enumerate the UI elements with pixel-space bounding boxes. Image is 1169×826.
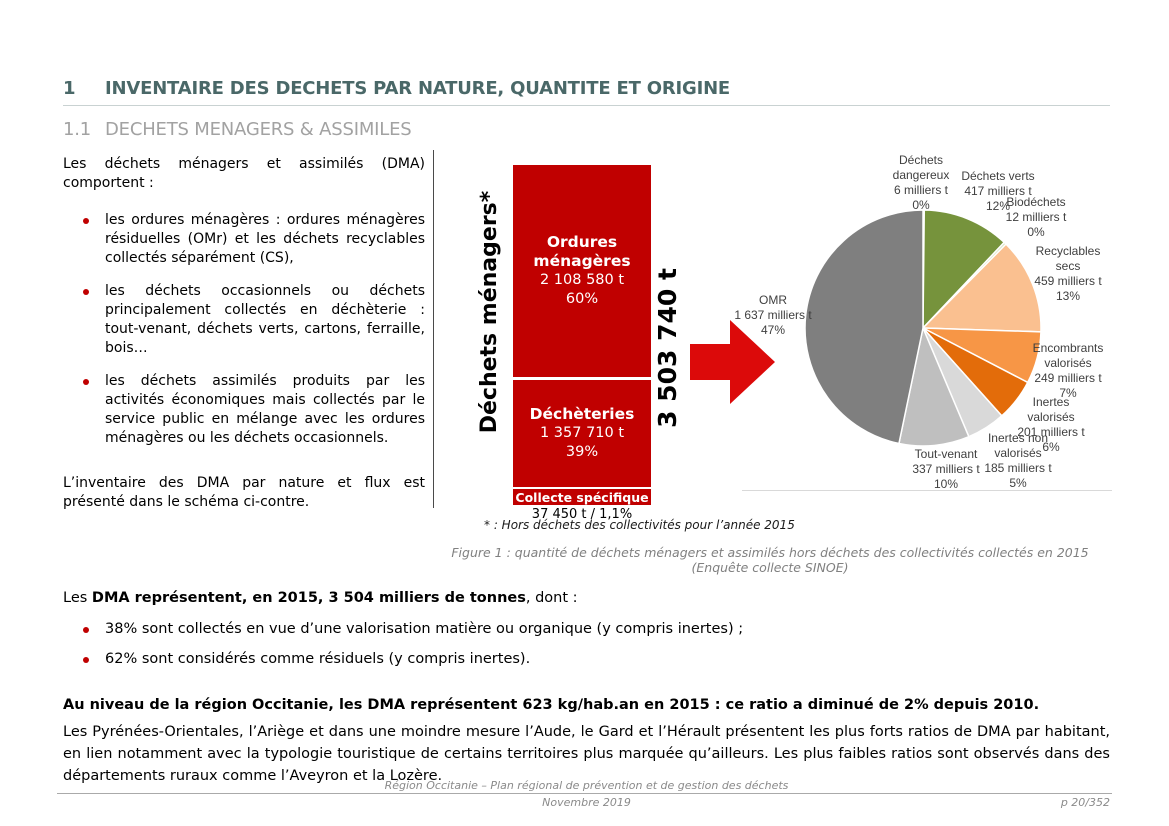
intro-text-column — [63, 155, 425, 512]
intro-bullet-2 — [63, 282, 425, 358]
intro-bullet-1-text: les ordures ménagères : ordures ménagères résiduelles (OMr) et les déchets recyclables collectés séparément (CS), — [105, 212, 425, 266]
bar-total-label: 3 503 740 t — [653, 268, 682, 428]
intro-bullet-3 — [63, 372, 425, 448]
subsection-heading — [63, 119, 1110, 140]
pie-label-encombrants-valorises: Encombrants valorisés 249 milliers t 7% — [1032, 341, 1104, 400]
intro-bullet-list — [63, 211, 425, 448]
summary-lead-suffix: , dont : — [525, 590, 578, 606]
bar-segment-collecte-specifique: Collecte spécifique — [513, 489, 651, 505]
pie-label-tout-venant: Tout-venant 337 milliers t 10% — [912, 447, 980, 491]
bar-segment-ordures-menageres — [513, 165, 651, 377]
column-divider-line — [433, 150, 434, 508]
collecte-specifique-value: 37 450 t / 1,1% — [531, 507, 633, 522]
bullet-dot-icon — [83, 657, 89, 663]
pie-label-inertes-valorises: Inertes valorisés 201 milliers t 6% — [1017, 395, 1085, 454]
intro-outro: L’inventaire des DMA par nature et flux est présenté dans le schéma ci-contre. — [63, 475, 425, 510]
pie-label-dechets-dangereux: Déchets dangereux 6 milliers t 0% — [892, 153, 950, 212]
pie-label-inertes-non-valorises: Inertes non valorisés 185 milliers t 5% — [984, 431, 1052, 490]
segment-percent: 39% — [565, 444, 599, 460]
section-number: 1 — [63, 78, 76, 99]
summary-lead — [63, 590, 1110, 606]
summary-lead-prefix: Les — [63, 590, 92, 606]
intro-lead: Les déchets ménagers et assimilés (DMA) comportent : — [63, 156, 425, 191]
summary-lead-bold: DMA représentent, en 2015, 3 504 milliers de tonnes — [91, 590, 526, 606]
intro-bullet-2-text: les déchets occasionnels ou déchets principalement collectés en déchèterie : tout-venant, déchets verts, cartons, ferraille, bois… — [105, 283, 425, 356]
region-highlight-paragraph: Au niveau de la région Occitanie, les DMA représentent 623 kg/hab.an en 2015 : ce ratio a diminué de 2% depuis 2010. — [63, 697, 1040, 713]
bullet-dot-icon — [83, 289, 89, 295]
pie-label-dechets-verts: Déchets verts 417 milliers t 12% — [961, 169, 1035, 213]
figure-caption: Figure 1 : quantité de déchets ménagers et assimilés hors déchets des collectivités collectés en 2015 (Enquête collecte SINOE) — [451, 545, 1089, 575]
section-heading — [63, 78, 1110, 106]
summary-bullet-2 — [63, 651, 1063, 667]
bullet-dot-icon — [83, 218, 89, 224]
pie-label-omr: OMR 1 637 milliers t 47% — [734, 293, 812, 337]
footer-rule-line — [57, 793, 1112, 794]
segment-tonnage: 1 357 710 t — [539, 425, 625, 441]
summary-bullet-2-text: 62% sont considérés comme résiduels (y compris inertes). — [105, 651, 531, 667]
region-body-paragraph: Les Pyrénées-Orientales, l’Ariège et dans une moindre mesure l’Aude, le Gard et l’Hérault présentent les plus forts ratios de DMA par habitant, en lien notamment avec la typologie touristique de certains territoires plus marquée qu’ailleurs. Les plus faibles ratios sont observés dans des départements ruraux comme l’Aveyron et la Lozère. — [63, 724, 1110, 784]
intro-bullet-1 — [63, 211, 425, 268]
segment-percent: 60% — [565, 291, 599, 307]
bullet-dot-icon — [83, 379, 89, 385]
segment-tonnage: 2 108 580 t — [539, 272, 625, 288]
pie-label-recyclables-secs: Recyclables secs 459 milliers t 13% — [1034, 244, 1102, 303]
section-title: INVENTAIRE DES DECHETS PAR NATURE, QUANTITE ET ORIGINE — [105, 78, 731, 99]
segment-label: Déchèteries — [529, 405, 635, 423]
pie-label-biodechets: Biodéchets 12 milliers t 0% — [1005, 195, 1067, 239]
footer-date: Novembre 2019 — [542, 796, 631, 809]
summary-bullet-1-text: 38% sont collectés en vue d’une valorisation matière ou organique (y compris inertes) ; — [105, 621, 744, 637]
subsection-title: DECHETS MENAGERS & ASSIMILES — [105, 119, 412, 140]
intro-bullet-3-text: les déchets assimilés produits par les activités économiques mais collectés par le service public en mélange avec les ordures ménagères ou les déchets occasionnels. — [105, 373, 425, 446]
summary-bullet-1 — [63, 621, 1063, 637]
bullet-dot-icon — [83, 627, 89, 633]
figure-footnote: * : Hors déchets des collectivités pour l’année 2015 — [484, 518, 795, 532]
footer-page-number: p 20/352 — [1060, 796, 1110, 809]
bar-axis-label: Déchets ménagers* — [477, 190, 502, 434]
footer-document-title: Région Occitanie – Plan régional de prévention et de gestion des déchets — [384, 779, 789, 792]
bar-segment-dechetteries — [513, 380, 651, 487]
segment-label: Ordures ménagères — [533, 233, 631, 270]
subsection-number: 1.1 — [63, 119, 92, 140]
